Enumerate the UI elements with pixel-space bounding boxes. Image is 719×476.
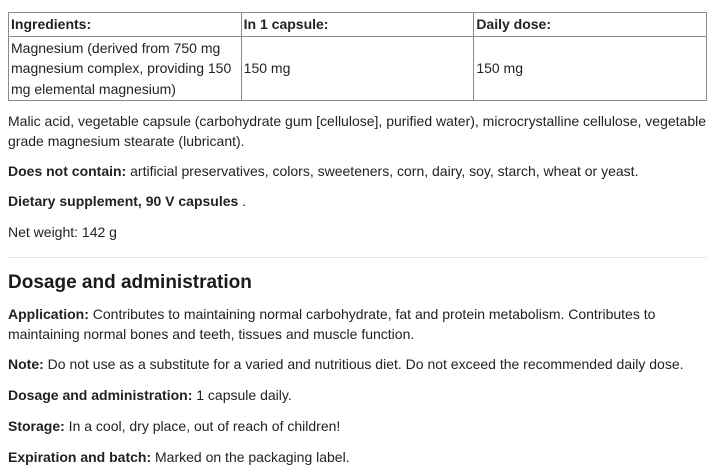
header-daily-dose: Daily dose: xyxy=(474,13,707,37)
dosage-heading: Dosage and administration xyxy=(8,272,252,293)
application-line xyxy=(8,304,708,344)
table-header-row xyxy=(9,13,707,37)
note-text: Do not use as a substitute for a varied and nutritious diet. Do not exceed the recommended daily dose. xyxy=(43,356,684,372)
note-label: Note: xyxy=(8,356,44,372)
supplement-line xyxy=(8,191,708,211)
ingredients-table xyxy=(8,12,707,101)
expiration-line xyxy=(8,447,708,467)
expiration-label: Expiration and batch: xyxy=(8,449,152,465)
storage-text: In a cool, dry place, out of reach of children! xyxy=(64,418,341,434)
does-not-contain-label: Does not contain: xyxy=(8,163,127,179)
storage-label: Storage: xyxy=(8,418,65,434)
header-per-capsule: In 1 capsule: xyxy=(241,13,474,37)
supplement-suffix: . xyxy=(238,193,247,209)
application-label: Application: xyxy=(8,306,89,322)
does-not-contain xyxy=(8,161,708,181)
net-weight: Net weight: 142 g xyxy=(8,224,117,240)
header-ingredients: Ingredients: xyxy=(9,13,242,37)
storage-line xyxy=(8,416,708,436)
application-text: Contributes to maintaining normal carbohydrate, fat and protein metabolism. Contributes to maintaining normal bones and teeth, tissues and muscle function. xyxy=(8,306,656,342)
dosage-text: 1 capsule daily. xyxy=(192,387,292,403)
other-ingredients: Malic acid, vegetable capsule (carbohydrate gum [cellulose], purified water), microcrystalline cellulose, vegetable grade magnesium stearate (lubricant). xyxy=(8,113,707,149)
table-row xyxy=(9,36,707,101)
cell-daily-dose: 150 mg xyxy=(474,36,707,101)
dosage-line xyxy=(8,385,708,405)
cell-ingredient: Magnesium (derived from 750 mg magnesium complex, providing 150 mg elemental magnesium) xyxy=(9,36,242,101)
product-info xyxy=(8,12,708,467)
dosage-label: Dosage and administration: xyxy=(8,387,193,403)
supplement-label: Dietary supplement, 90 V capsules xyxy=(8,193,239,209)
cell-per-capsule: 150 mg xyxy=(241,36,474,101)
expiration-text: Marked on the packaging label. xyxy=(151,449,350,465)
does-not-contain-text: artificial preservatives, colors, sweeteners, corn, dairy, soy, starch, wheat or yeast. xyxy=(126,163,639,179)
note-line xyxy=(8,354,708,374)
section-divider xyxy=(8,257,707,258)
